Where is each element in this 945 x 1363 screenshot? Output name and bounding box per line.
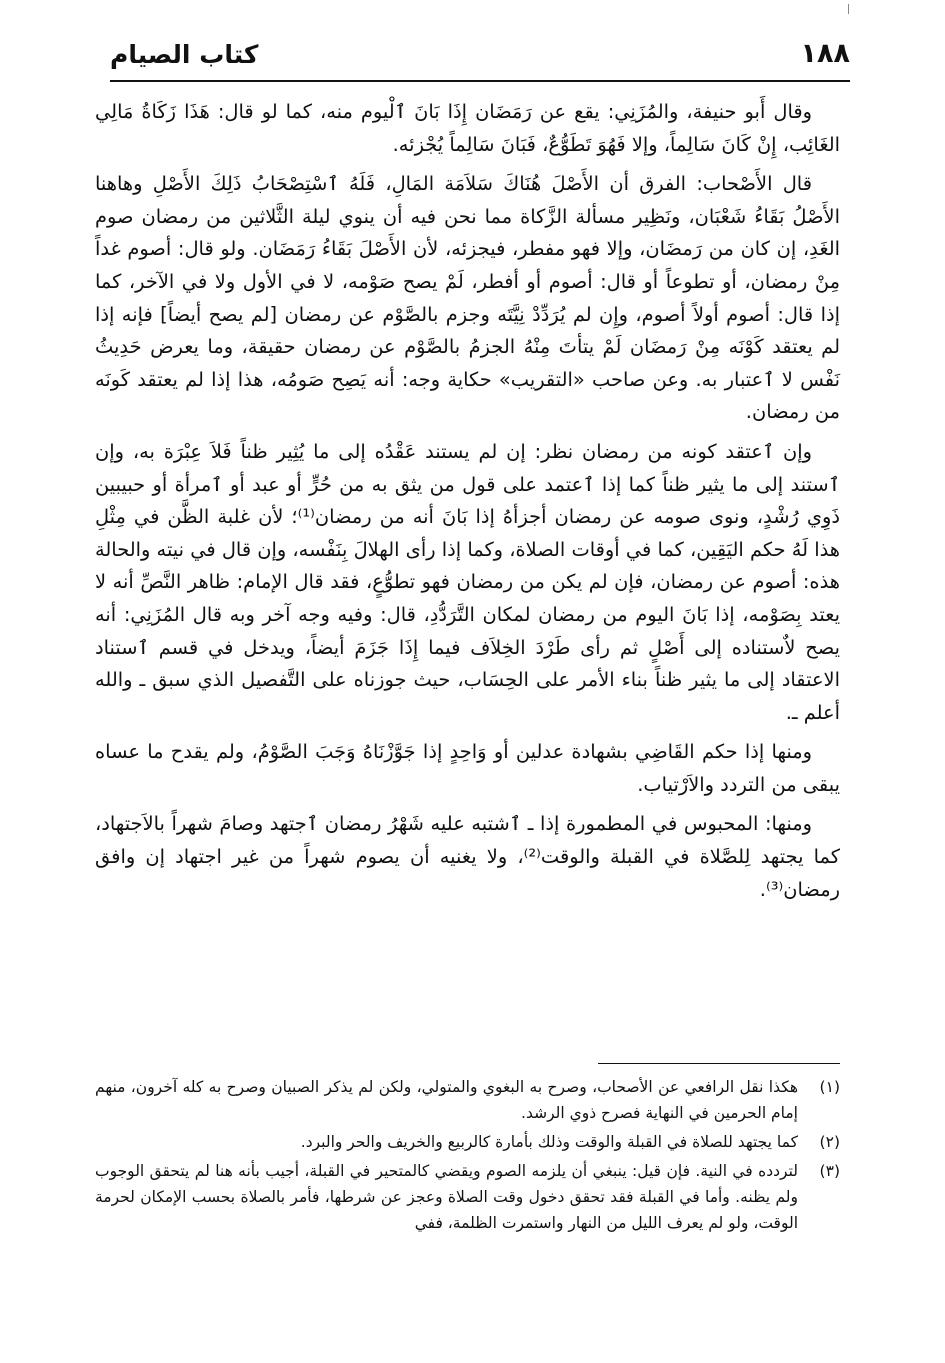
footnote xyxy=(95,1074,840,1126)
footnote-text: كما يجتهد للصلاة في القبلة والوقت وذلك بأمارة كالربيع والخريف والحر والبرد. xyxy=(300,1133,798,1151)
margin-mark xyxy=(848,4,849,14)
paragraph: وإن ٱعتقد كونه من رمضان نظر: إن لم يستند عَقْدُه إلى ما يُثِير ظناً فَلاَ عِبْرَة به، وإن ٱستند إلى ما يثير ظناً كما إذا ٱعتمد على قول من يثق به من حُرٍّ أو عبد أو ٱمرأة أو حبيبين ذَوِي رُشْدٍ، ونوى صومه عن رمضان أجزأهُ إذا بَانَ أنه من رمضان⁽¹⁾؛ لأن غلبة الظَّن في مِثْلِ هذا لَهُ حكم اليَقِين، كما في أوقات الصلاة، وكما إذا رأى الهلالَ بِنَفْسه، وإن قال في نيته والحالة هذه: أصوم عن رمضان، فإن لم يكن من رمضان فهو تطوُّعٍ، فقد قال الإمام: ظاهر النَّصِّ أنه لا يعتد بِصَوْمه، إذا بَانَ اليوم من رمضان لمكان التَّرَدُّدِ، قال: وفيه وجه آخر وبه قال المُزَنِي: أنه يصح لاٌستناده إلى أَصْلٍ ثم رأى طَرْدَ الخِلاَف فيما إِذَا جَزَمَ أيضاً، ويدخل في قسم ٱستناد الاعتقاد إلى ما يثير ظناً بناء الأمر على الحِسَاب، حيث جوزناه على التَّفصيل الذي سبق ـ والله أعلم ـ. xyxy=(95,439,841,724)
footnote-text: هكذا نقل الرافعي عن الأصحاب، وصرح به البغوي والمتولي، ولكن لم يذكر الصبيان وصرح به كله آخرون، منهم إمام الحرمين في النهاية فصرح ذوي الرشد. xyxy=(95,1078,798,1122)
book-title: كتاب الصيام xyxy=(110,40,259,69)
paragraph: ومنها: المحبوس في المطمورة إذا ـ ٱشتبه عليه شَهْرُ رمضان ٱجتهد وصامَ شهراً بالاَجتهاد، كما يجتهد لِلصَّلاة في القبلة والوقت⁽²⁾، ولا يغنيه أن يصوم شهراً من غير اجتهاد إن وافق رمضان⁽³⁾. xyxy=(95,812,840,901)
page-number: ١٨٨ xyxy=(800,38,850,69)
footnotes xyxy=(95,1074,840,1239)
paragraph: ومنها إذا حكم القَاضِي بشهادة عدلين أو وَاحِدٍ إذا جَوَّزْنَاهُ وَجَبَ الصَّوْمُ، ولم يقدح ما عساه يبقى من التردد والاَرْتياب. xyxy=(95,740,840,796)
footnote xyxy=(95,1129,840,1155)
main-text xyxy=(95,96,840,913)
footnote-divider xyxy=(598,1063,840,1064)
footnote-number: (١) xyxy=(819,1078,840,1096)
footnote-text: لتردده في النية. فإن قيل: ينبغي أن يلزمه الصوم ويقضي كالمتحير في القبلة، أجيب بأنه هنا لم يتحقق الوجوب ولم يظنه. وأما في القبلة فقد تحقق دخول وقت الصلاة وعجز عن شرطها، فأمر بالصلاة بحسب الإمكان لحرمة الوقت، ولو لم يعرف الليل من النهار واستمرت الظلمة، ففي xyxy=(95,1162,798,1232)
footnote-number: (٢) xyxy=(819,1133,840,1151)
footnote xyxy=(95,1158,840,1236)
paragraph: وقال أَبو حنيفة، والمُزَنِي: يقع عن رَمَضَان إِذَا بَانَ ٱلْيوم منه، كما لو قال: هَذَا زَكَاةُ مَالِي الغَائِب، إِنْ كَانَ سَالِماً، وإلا فَهُوَ تَطَوُّعٌ، فَبَانَ سَالِماً يُجْزئه. xyxy=(95,100,840,156)
page-header xyxy=(110,38,850,82)
paragraph: قال الأَصْحاب: الفرق أن الأَصْلَ هُنَاكَ سَلاَمَة المَالِ، فَلَهُ ٱسْتِصْحَابُ ذَلِكَ الأَصْلِ وهاهنا الأَصْلُ بَقَاءُ شَعْبَان، ونَظِير مسألة الزَّكاة مما نحن فيه أن ينوي ليلة الثَّلاثين من رمضان صوم الغَدِ، إن كان من رَمضَان، وإلا فهو مفطر، فيجزئه، لأن الأَصْلَ بَقَاءُ رَمَضَان. ولو قال: أصوم غداً مِنْ رمضان، أو تطوعاً أو قال: أصوم أو أفطر، لَمْ يصح صَوْمه، لا في الأول ولا في الآخر، كما إذا قال: أصوم أولاً أصوم، وإِن لم يُرَدِّدْ نِيَّتَه وجزم بالصَّوْم عن رمضان [لم يصح أيضاً] فإنه إذا لم يعتقد كَوْنَه مِنْ رَمضَان لَمْ يتأتَ مِنْهُ الجزمُ بالصَّوْم عن رمضان حقيقة، وما يعرض حَدِيثُ نَفْس لا ٱعتبار به. وعن صاحب «التقريب» حكاية وجه: أنه يَصِح صَومُه، هذا إذا لم يعتقد كَونَه من رمضان. xyxy=(95,172,840,424)
footnote-number: (٣) xyxy=(819,1162,840,1180)
header-divider xyxy=(110,80,850,82)
